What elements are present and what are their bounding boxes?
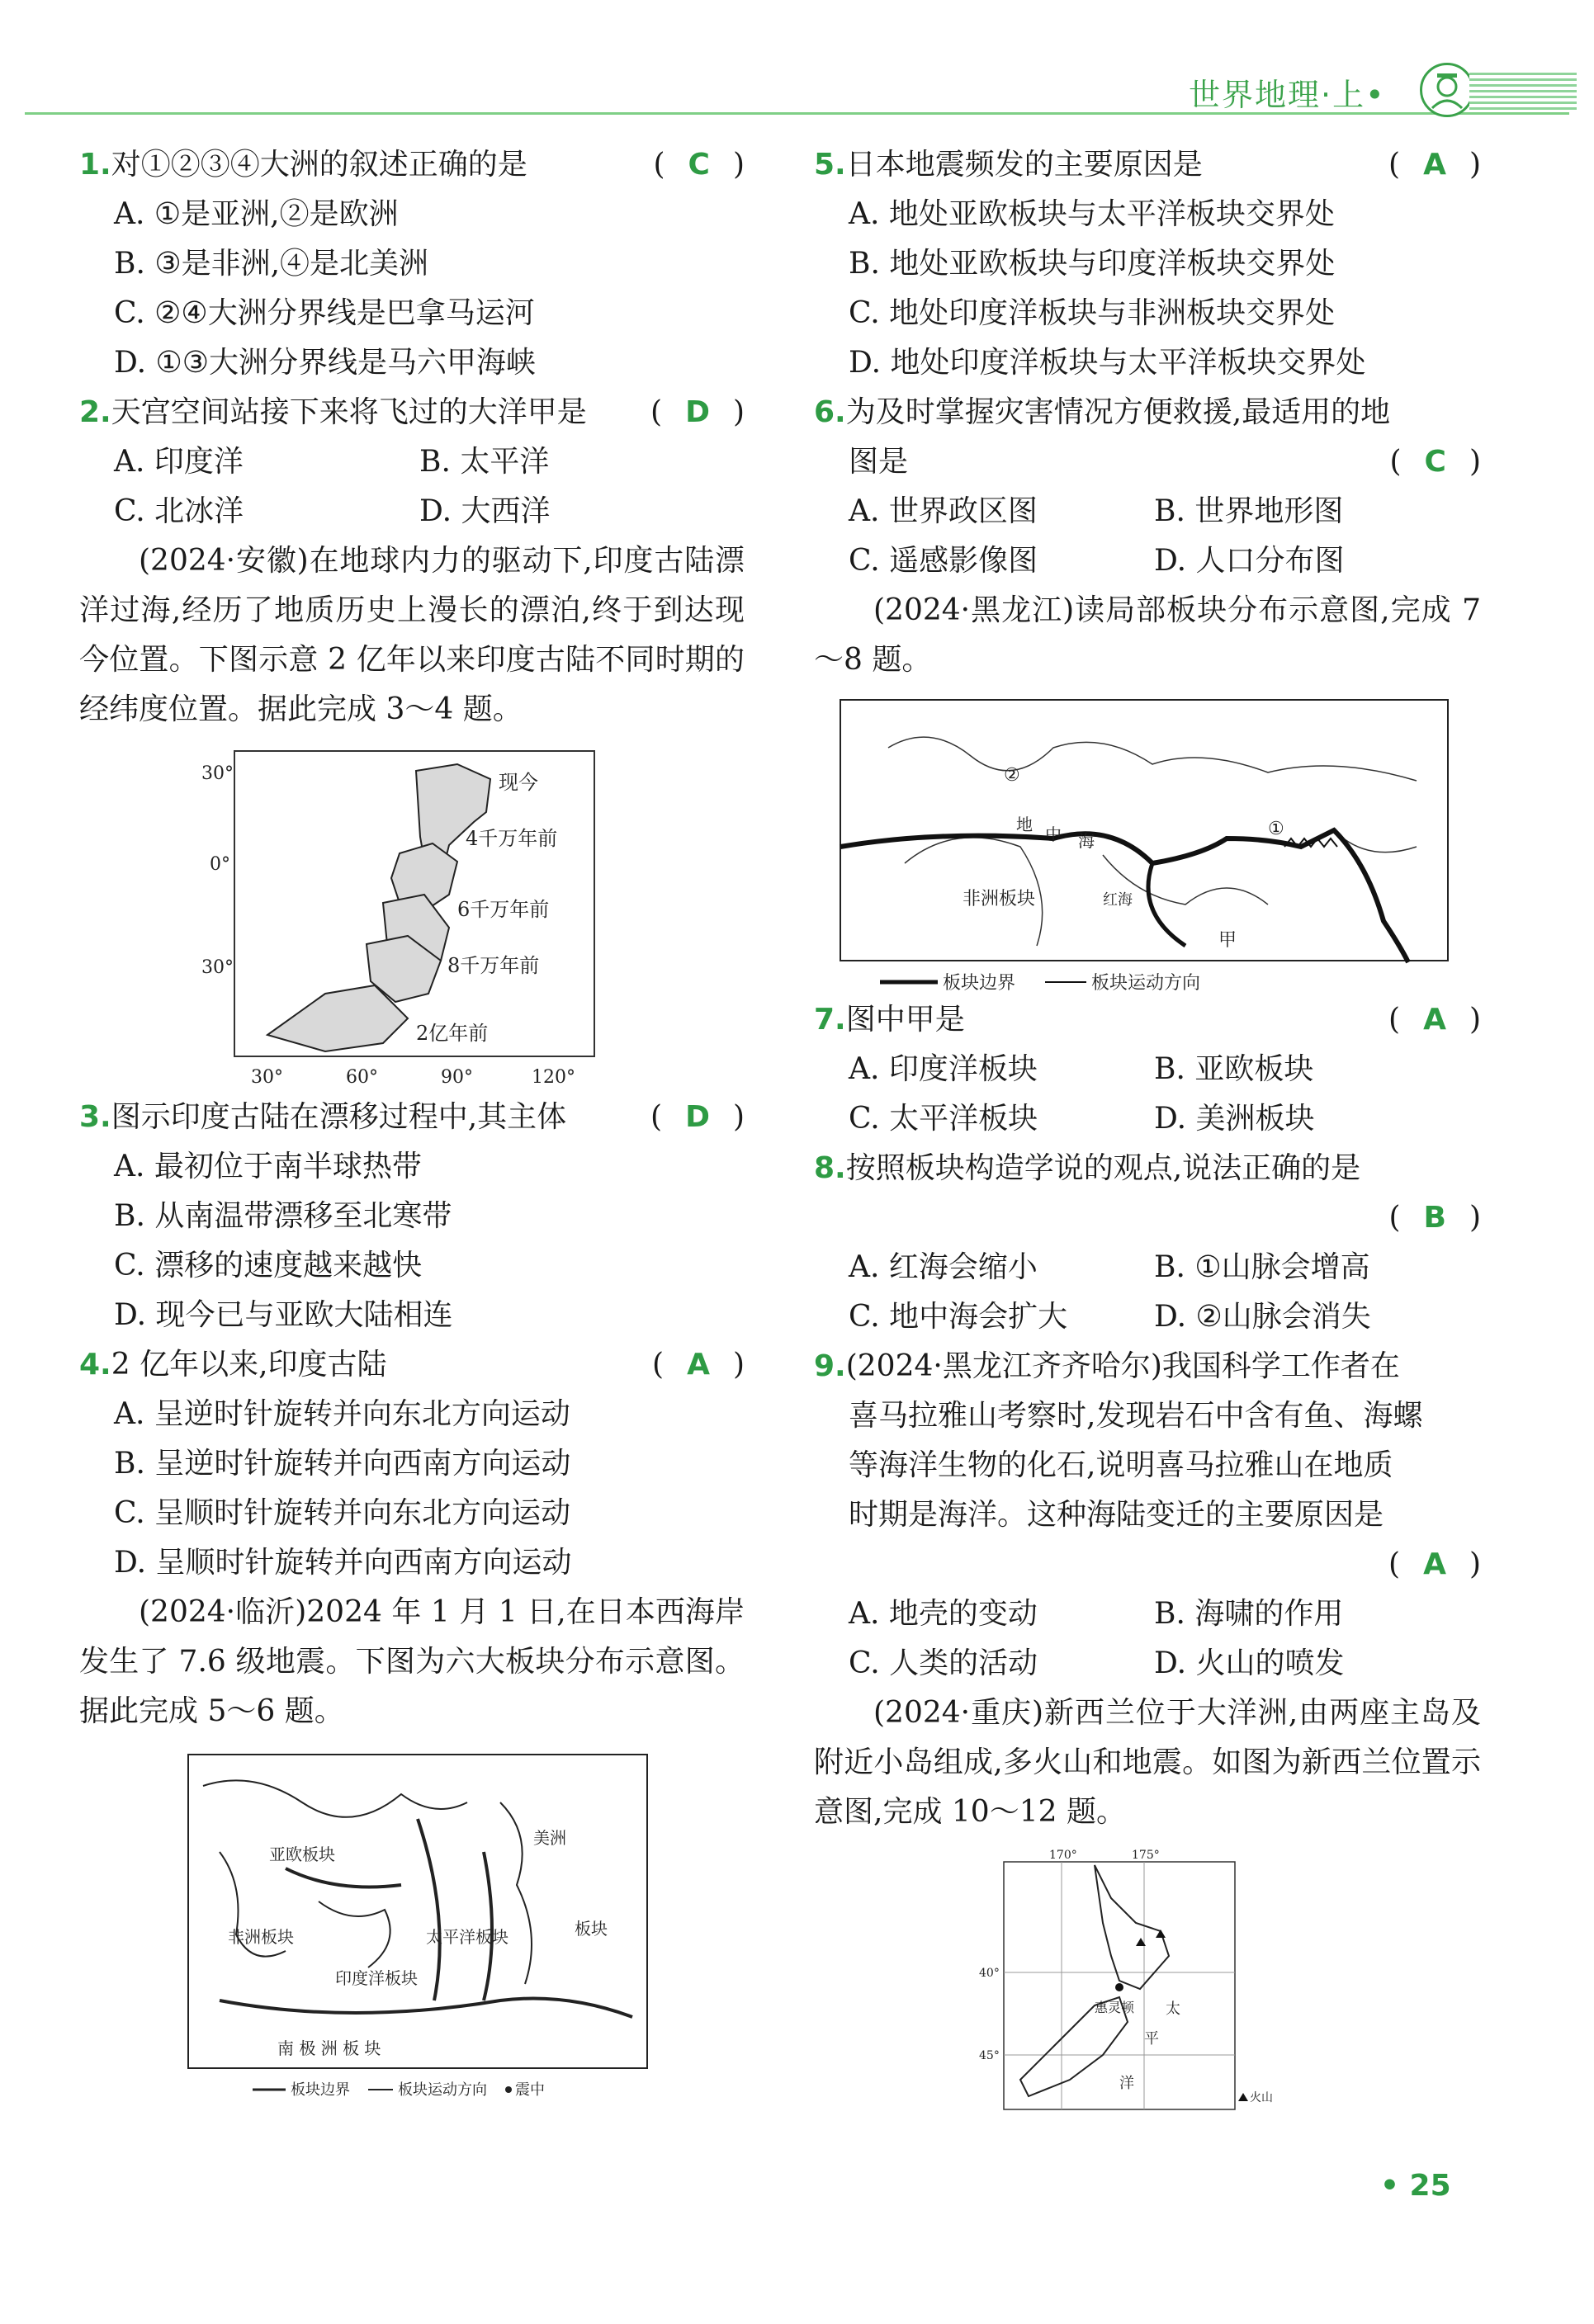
period-label-60ma: 6千万年前 bbox=[457, 898, 550, 921]
q4-option-c: C. 呈顺时针旋转并向东北方向运动 bbox=[114, 1496, 571, 1530]
lat-label-30s: 30° bbox=[201, 957, 234, 978]
legend-boundary: 板块边界 bbox=[291, 2081, 350, 2099]
answer-4: A bbox=[687, 1348, 710, 1382]
question-9-line4: 时期是海洋。这种海陆变迁的主要原因是 bbox=[849, 1498, 1384, 1532]
question-8: 8.按照板块构造学说的观点,说法正确的是 bbox=[814, 1151, 1361, 1185]
q5-option-c: C. 地处印度洋板块与非洲板块交界处 bbox=[849, 296, 1336, 330]
passage-5-6: (2024·临沂)2024 年 1 月 1 日,在日本西海岸发生了 7.6 级地震。下图为六大板块分布示意图。据此完成 5～6 题。 bbox=[79, 1595, 745, 1728]
label-tai: 太 bbox=[1166, 2000, 1180, 2018]
plate-label-indian: 印度洋板块 bbox=[335, 1968, 418, 1988]
answer-5: A bbox=[1423, 148, 1446, 182]
question-9: 9.(2024·黑龙江齐齐哈尔)我国科学工作者在 bbox=[814, 1349, 1400, 1383]
label-wellington: 惠灵顿 bbox=[1095, 2000, 1135, 2015]
header-stripes bbox=[1469, 73, 1577, 111]
lon-label-120: 120° bbox=[532, 1067, 575, 1088]
label-yang: 洋 bbox=[1119, 2075, 1134, 2092]
answer-7: A bbox=[1423, 1003, 1446, 1037]
question-9-line2: 喜马拉雅山考察时,发现岩石中含有鱼、海螺 bbox=[849, 1399, 1423, 1433]
period-label-present: 现今 bbox=[499, 771, 538, 794]
period-label-200ma: 2亿年前 bbox=[416, 1022, 489, 1045]
passage-10-12: (2024·重庆)新西兰位于大洋洲,由两座主岛及附近小岛组成,多火山和地震。如图为新西兰位置示意图,完成 10～12 题。 bbox=[814, 1696, 1481, 1829]
left-column bbox=[79, 140, 745, 2100]
figure-local-plates bbox=[839, 698, 1450, 995]
q1-option-c: C. ②④大洲分界线是巴拿马运河 bbox=[114, 296, 535, 330]
q1-option-b: B. ③是非洲,④是北美洲 bbox=[114, 247, 429, 281]
question-3: 3.图示印度古陆在漂移过程中,其主体 ( D ) bbox=[79, 1100, 745, 1134]
q1-option-a: A. ①是亚洲,②是欧洲 bbox=[114, 197, 399, 231]
lon-label-30: 30° bbox=[251, 1067, 283, 1088]
period-label-80ma: 8千万年前 bbox=[447, 954, 540, 977]
lon-label-60: 60° bbox=[346, 1067, 378, 1088]
label-mountain-1: ① bbox=[1268, 819, 1284, 839]
q9-options-row2: C. 人类的活动 D. 火山的喷发 bbox=[849, 1646, 1345, 1680]
q4-option-d: D. 呈顺时针旋转并向西南方向运动 bbox=[114, 1546, 572, 1580]
question-9-line3: 等海洋生物的化石,说明喜马拉雅山在地质 bbox=[849, 1448, 1393, 1482]
q7-options-row1: A. 印度洋板块 B. 亚欧板块 bbox=[849, 1052, 1314, 1086]
q8-options-row2: C. 地中海会扩大 D. ②山脉会消失 bbox=[849, 1300, 1371, 1334]
label-jia: 甲 bbox=[1218, 930, 1237, 951]
legend-motion: 板块运动方向 bbox=[398, 2081, 487, 2099]
nz-lat-40: 40° bbox=[979, 1967, 1000, 1980]
figure-india-drift bbox=[201, 746, 713, 1093]
question-2: 2.天宫空间站接下来将飞过的大洋甲是 ( D ) bbox=[79, 395, 745, 429]
figure-new-zealand bbox=[971, 1849, 1273, 2121]
label-zhong: 中 bbox=[1045, 824, 1062, 844]
lat-label-0: 0° bbox=[210, 854, 230, 875]
page-number: • 25 bbox=[1380, 2169, 1451, 2203]
q6-options-row2: C. 遥感影像图 D. 人口分布图 bbox=[849, 544, 1345, 578]
q5-option-b: B. 地处亚欧板块与印度洋板块交界处 bbox=[849, 247, 1336, 281]
lon-label-90: 90° bbox=[441, 1067, 473, 1088]
answer-2: D bbox=[685, 395, 710, 429]
q4-option-a: A. 呈逆时针旋转并向东北方向运动 bbox=[114, 1397, 570, 1431]
plate-label-antarctic: 南 极 洲 板 块 bbox=[277, 2038, 381, 2058]
q4-option-b: B. 呈逆时针旋转并向西南方向运动 bbox=[114, 1447, 571, 1481]
legend3-boundary: 板块边界 bbox=[943, 973, 1016, 994]
question-4: 4.2 亿年以来,印度古陆 ( A ) bbox=[79, 1348, 745, 1382]
legend-volcano: 火山 bbox=[1250, 2091, 1273, 2104]
plate-label-pacific: 太平洋板块 bbox=[426, 1927, 508, 1947]
answer-1: C bbox=[688, 148, 710, 182]
passage-3-4: (2024·安徽)在地球内力的驱动下,印度古陆漂洋过海,经历了地质历史上漫长的漂泊,终于到达现今位置。下图示意 2 亿年以来印度古陆不同时期的经纬度位置。据此完成 3～4 题。 bbox=[79, 544, 745, 726]
question-7: 7.图中甲是 ( A ) bbox=[814, 1003, 1481, 1037]
question-8-answer: ( B ) bbox=[1388, 1201, 1481, 1235]
legend-epicenter: 震中 bbox=[515, 2081, 545, 2099]
q2-options-row2: C. 北冰洋 D. 大西洋 bbox=[114, 494, 551, 528]
q6-options-row1: A. 世界政区图 B. 世界地形图 bbox=[849, 494, 1344, 528]
figure-six-plates bbox=[187, 1753, 649, 2100]
answer-8: B bbox=[1423, 1201, 1446, 1235]
nz-lon-170: 170° bbox=[1049, 1849, 1077, 1862]
plate-label-plate: 板块 bbox=[575, 1919, 608, 1939]
label-mountain-2: ② bbox=[1004, 765, 1020, 786]
q8-options-row1: A. 红海会缩小 B. ①山脉会增高 bbox=[849, 1250, 1370, 1284]
answer-6: C bbox=[1424, 445, 1446, 479]
plate-label-african: 非洲板块 bbox=[228, 1927, 294, 1947]
plate-label-eurasian: 亚欧板块 bbox=[269, 1845, 335, 1864]
q5-option-d: D. 地处印度洋板块与太平洋板块交界处 bbox=[849, 346, 1366, 380]
answer-3: D bbox=[685, 1100, 710, 1134]
q3-option-b: B. 从南温带漂移至北寒带 bbox=[114, 1199, 452, 1233]
passage-7-8: (2024·黑龙江)读局部板块分布示意图,完成 7～8 题。 bbox=[814, 593, 1481, 677]
q9-options-row1: A. 地壳的变动 B. 海啸的作用 bbox=[849, 1597, 1344, 1631]
label-di: 地 bbox=[1016, 815, 1033, 834]
plate-label-american: 美洲 bbox=[533, 1828, 566, 1848]
q3-option-d: D. 现今已与亚欧大陆相连 bbox=[114, 1298, 453, 1332]
question-9-answer: ( A ) bbox=[1388, 1547, 1481, 1581]
period-label-40ma: 4千万年前 bbox=[466, 827, 558, 850]
answer-9: A bbox=[1423, 1547, 1446, 1581]
question-1: 1.对①②③④大洲的叙述正确的是 ( C ) bbox=[79, 148, 745, 182]
right-column bbox=[814, 140, 1481, 2121]
legend3-motion: 板块运动方向 bbox=[1091, 973, 1201, 994]
header-title: 世界地理·上• bbox=[1189, 77, 1386, 113]
label-hai: 海 bbox=[1078, 831, 1095, 851]
q3-option-a: A. 最初位于南半球热带 bbox=[114, 1150, 422, 1183]
label-red-sea: 红海 bbox=[1103, 891, 1133, 909]
q3-option-c: C. 漂移的速度越来越快 bbox=[114, 1249, 423, 1282]
student-logo-icon bbox=[1420, 63, 1474, 117]
question-6: 6.为及时掌握灾害情况方便救援,最适用的地 bbox=[814, 395, 1391, 429]
question-6-cont: 图是 ( C ) bbox=[849, 445, 1481, 479]
question-5: 5.日本地震频发的主要原因是 ( A ) bbox=[814, 148, 1481, 182]
label-ping: 平 bbox=[1144, 2030, 1159, 2048]
q5-option-a: A. 地处亚欧板块与太平洋板块交界处 bbox=[849, 197, 1335, 231]
nz-lon-175: 175° bbox=[1132, 1849, 1160, 1862]
q1-option-d: D. ①③大洲分界线是马六甲海峡 bbox=[114, 346, 537, 380]
q2-options-row1: A. 印度洋 B. 太平洋 bbox=[114, 445, 550, 479]
label-african-plate: 非洲板块 bbox=[963, 889, 1036, 909]
nz-lat-45: 45° bbox=[979, 2049, 1000, 2062]
q7-options-row2: C. 太平洋板块 D. 美洲板块 bbox=[849, 1102, 1315, 1136]
lat-label-30n: 30° bbox=[201, 763, 234, 784]
